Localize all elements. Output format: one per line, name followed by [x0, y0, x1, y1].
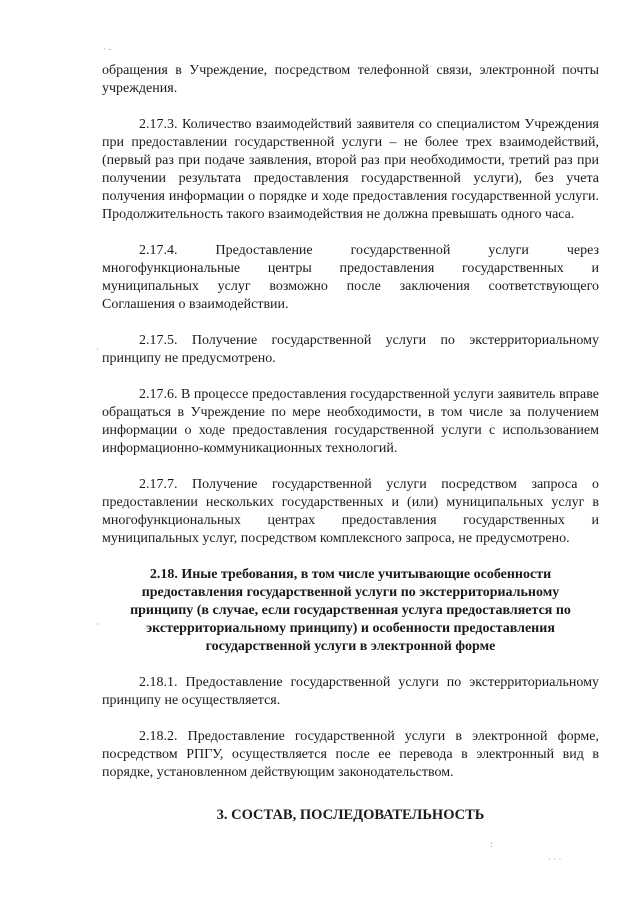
subsection-heading-2-18: 2.18. Иные требования, в том числе учитывающие особенности предоставления государственной услуги по экстерриториальному принципу (в случае, если государственная услуга предоставляется по экстерриториальному принципу) и особенности предоставления государственной услуги в электронной форме — [130, 567, 571, 654]
clause-2-17-3: 2.17.3. Количество взаимодействий заявителя со специалистом Учреждения при предоставлении государственной услуги – не более трех взаимодействий, (первый раз при подаче заявления, второй раз при необходимости, третий раз при получении результата предоставления государственной услуги), без учета получения информации о порядке и ходе предоставления государственной услуги. Продолжительность такого взаимодействия не должна превышать одного часа. — [102, 117, 599, 222]
scan-speck-icon: ˙ ˉ — [103, 47, 112, 57]
clause-2-18-2: 2.18.2. Предоставление государственной услуги в электронной форме, посредством РПГУ, осуществляется после ее перевода в электронный вид в порядке, установленном действующим законодательством. — [102, 729, 599, 780]
scan-speck-icon: ˙ ˙ ˙ — [548, 857, 562, 867]
document-body — [102, 62, 599, 824]
clause-2-17-7: 2.17.7. Получение государственной услуги посредством запроса о предоставлении нескольких государственных и (или) муниципальных услуг в многофункциональных центрах предоставления государственных и муниципальных услуг, посредством комплексного запроса, не предусмотрено. — [102, 477, 599, 546]
scan-speck-icon: · — [96, 344, 99, 354]
clause-2-17-4: 2.17.4. Предоставление государственной услуги через многофункциональные центры предоставления государственных и муниципальных услуг возможно после заключения соответствующего Соглашения о взаимодействии. — [102, 243, 599, 312]
clause-2-17-6: 2.17.6. В процессе предоставления государственной услуги заявитель вправе обращаться в Учреждение по мере необходимости, в том числе за получением информации о ходе предоставления государственной услуги с использованием информационно-коммуникационных технологий. — [102, 387, 599, 456]
clause-2-17-5: 2.17.5. Получение государственной услуги по экстерриториальному принципу не предусмотрено. — [102, 333, 599, 366]
continuation-text: обращения в Учреждение, посредством телефонной связи, электронной почты учреждения. — [102, 63, 599, 96]
scan-speck-icon: · — [96, 619, 99, 629]
section-title: 3. СОСТАВ, ПОСЛЕДОВАТЕЛЬНОСТЬ — [216, 807, 485, 823]
scan-speck-icon: : — [490, 839, 493, 849]
clause-2-18-1: 2.18.1. Предоставление государственной услуги по экстерриториальному принципу не осуществляется. — [102, 675, 599, 708]
